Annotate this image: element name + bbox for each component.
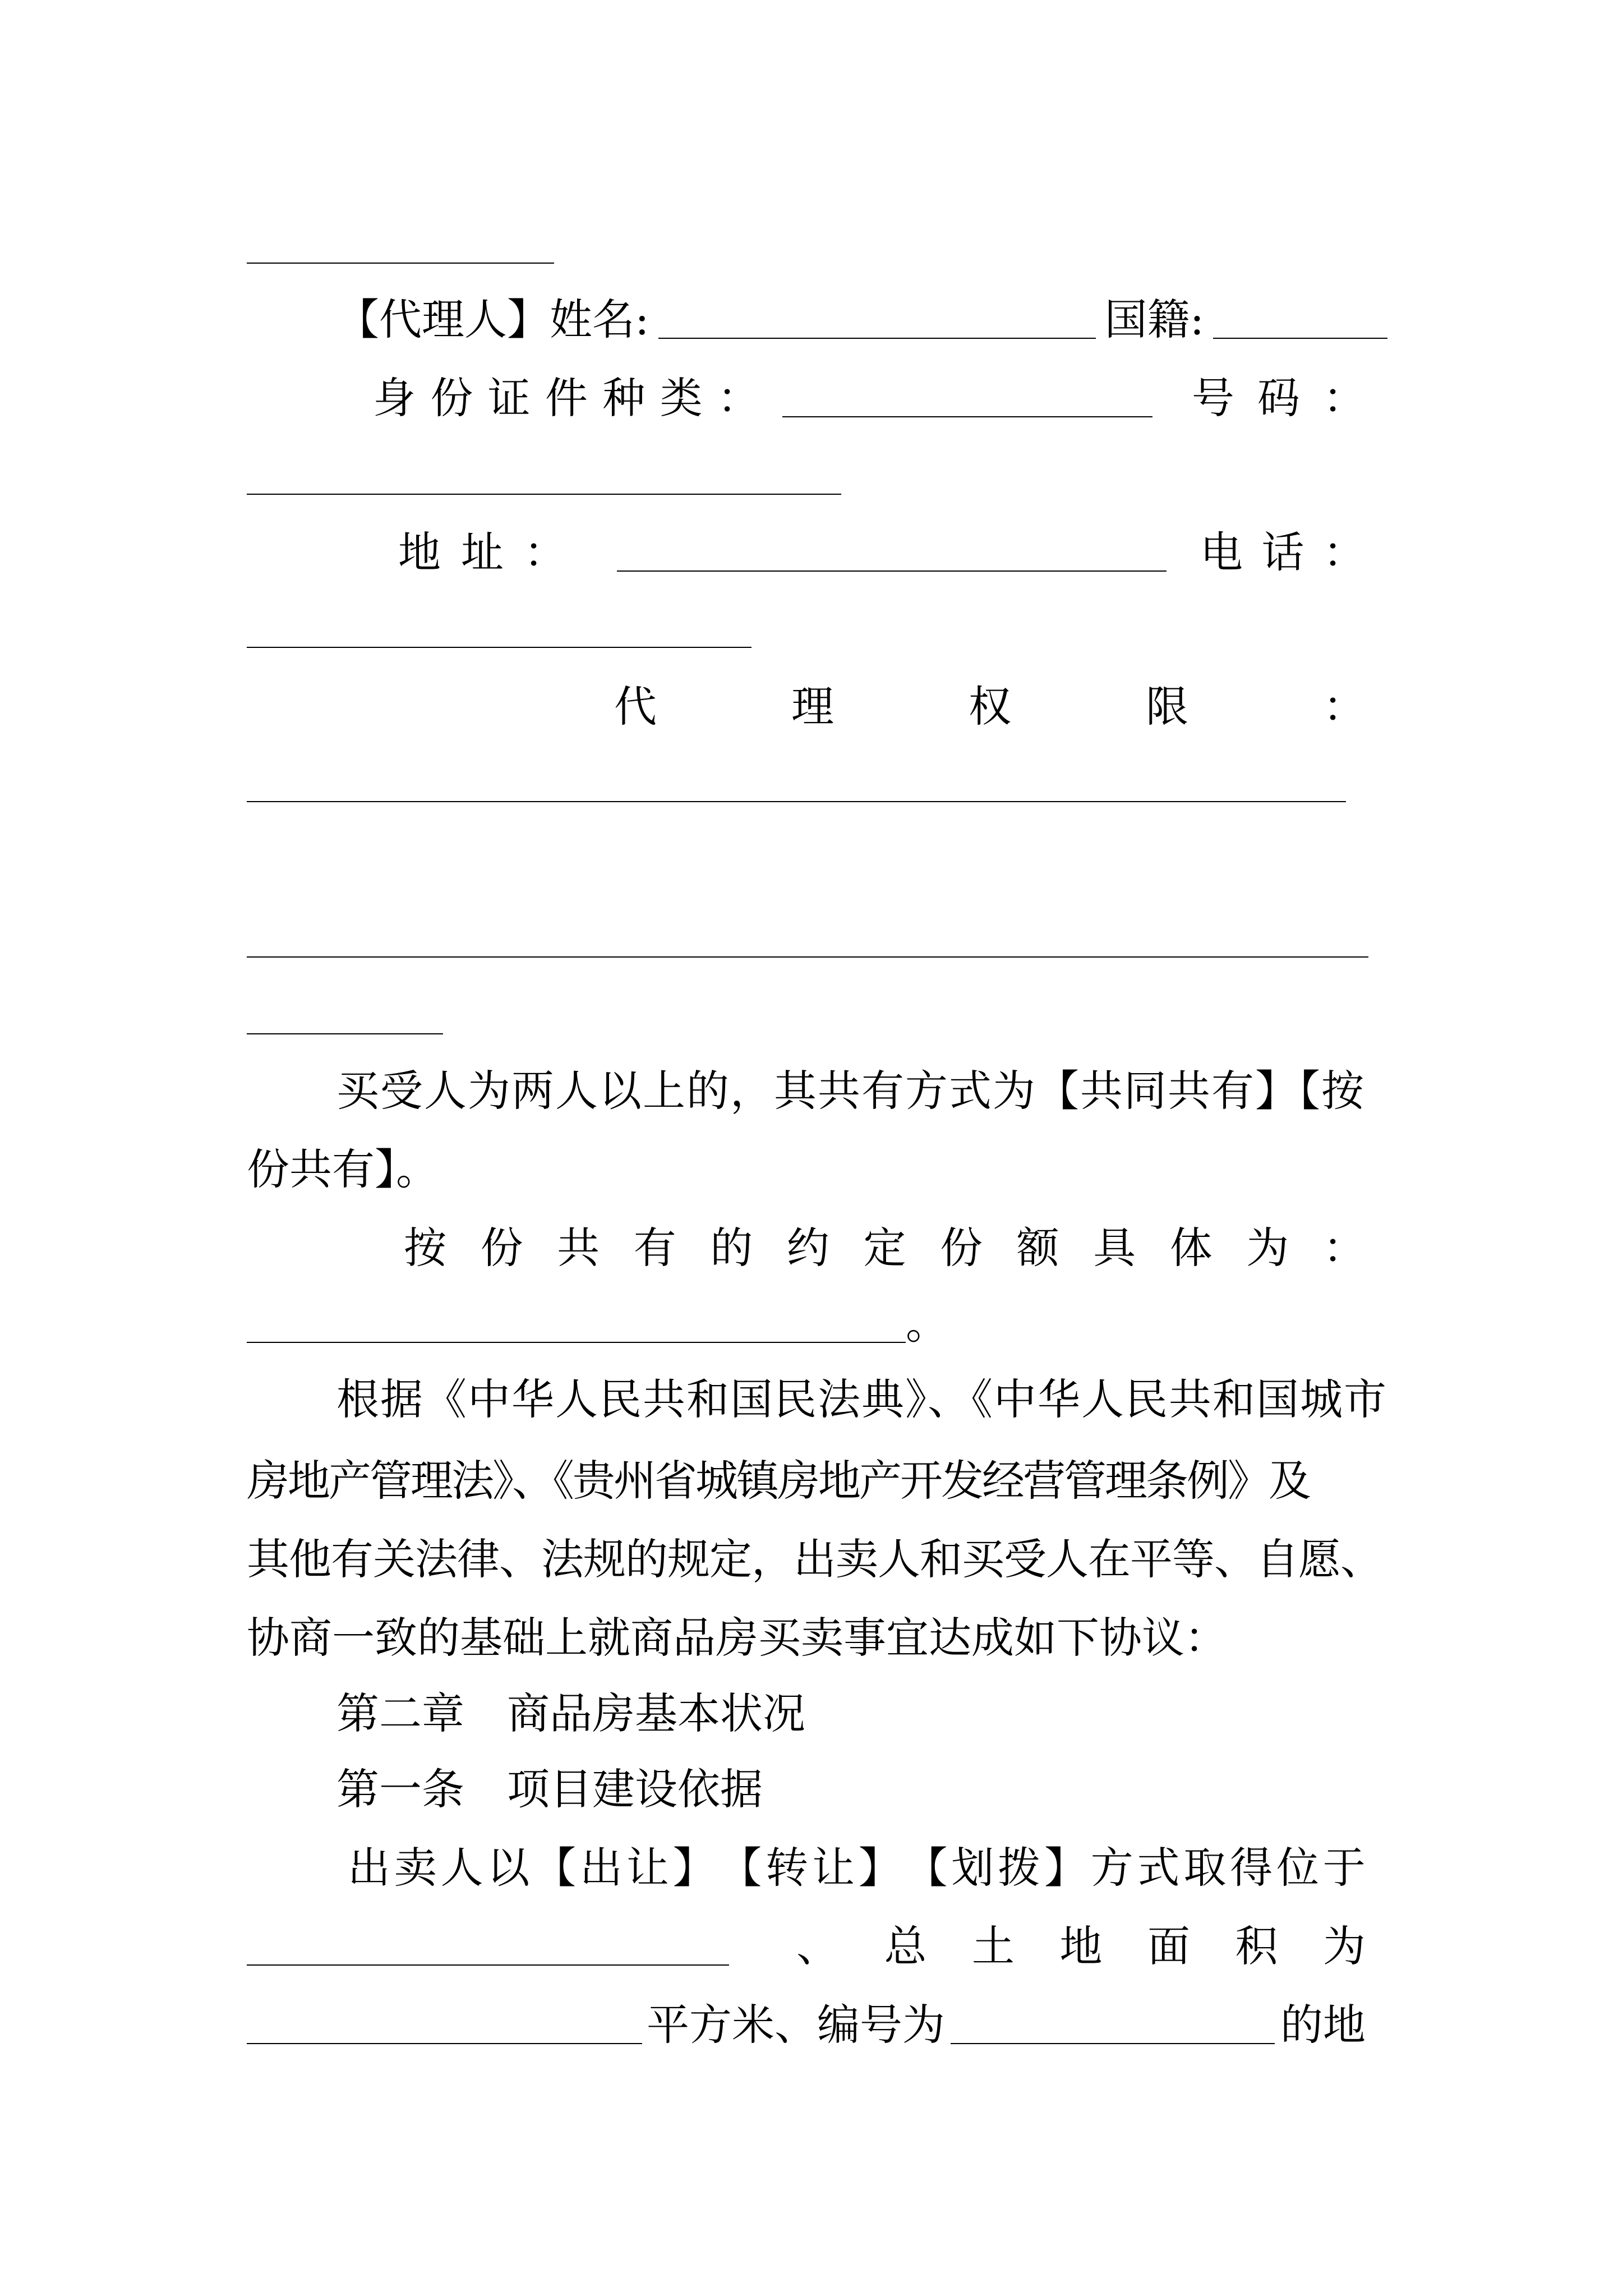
article-para-char: 【 <box>905 1843 948 1893</box>
authority-blank-1[interactable] <box>247 801 1346 802</box>
id-type-char: 种 <box>602 373 645 423</box>
share-char: 份 <box>480 1223 523 1273</box>
authority-blank-2[interactable] <box>247 956 1368 958</box>
id-type-char: 份 <box>430 373 473 423</box>
total-area-label <box>796 1913 1366 1980</box>
share-char: ： <box>1322 1223 1366 1273</box>
share-label <box>404 1214 1366 1282</box>
phone-blank[interactable] <box>247 647 751 648</box>
total-area-char: 地 <box>1059 1921 1103 1971</box>
article-para-char: 式 <box>1137 1843 1180 1893</box>
total-area-char: 土 <box>972 1921 1015 1971</box>
article-heading: 第一条 项目建设依据 <box>336 1764 763 1814</box>
article-para-char: 于 <box>1322 1843 1366 1893</box>
id-type-blank[interactable] <box>782 416 1152 417</box>
address-label <box>398 519 566 586</box>
address-char: 址 <box>461 527 504 577</box>
authority-char: 限 <box>1146 682 1188 731</box>
authority-blank-3[interactable] <box>247 1033 443 1034</box>
article-para-char: 划 <box>951 1843 994 1893</box>
id-type-char: 类 <box>660 373 703 423</box>
phone-label <box>1200 519 1366 586</box>
share-char: 具 <box>1093 1223 1136 1273</box>
location-blank[interactable] <box>247 1964 729 1966</box>
id-number-label <box>1192 365 1366 432</box>
basis-line-3: 其他有关法律、法规的规定，出卖人和买受人在平等、自愿、 <box>247 1534 1382 1584</box>
ownership-line-1: 买受人为两人以上的，其共有方式为【共同共有】【按 <box>336 1066 1365 1116</box>
agent-nationality-blank[interactable] <box>1213 338 1387 339</box>
article-para-char: 转 <box>766 1843 809 1893</box>
address-blank[interactable] <box>617 570 1166 572</box>
parcel-number-blank[interactable] <box>951 2043 1275 2044</box>
article-para-char: 】 <box>672 1843 716 1893</box>
share-char: 为 <box>1246 1223 1289 1273</box>
share-char: 约 <box>786 1223 829 1273</box>
share-char: 的 <box>710 1223 753 1273</box>
id-type-char: 件 <box>545 373 588 423</box>
id-type-char: 证 <box>487 373 531 423</box>
article-para-line-1 <box>348 1834 1366 1902</box>
parcel-end: 的地 <box>1280 2000 1366 2050</box>
id-number-char: 号 <box>1192 373 1234 423</box>
share-end: 。 <box>906 1299 948 1349</box>
share-char: 额 <box>1016 1223 1059 1273</box>
article-para-char: 让 <box>811 1843 855 1893</box>
total-area-char: 、 <box>796 1921 839 1971</box>
id-number-char: 码 <box>1257 373 1300 423</box>
id-number-char: ： <box>1323 373 1366 423</box>
article-para-char: 取 <box>1183 1843 1227 1893</box>
article-para-char: 人 <box>440 1843 483 1893</box>
agent-address-line <box>398 519 1366 586</box>
basis-line-1: 根据《中华人民共和国民法典》、《中华人民共和国城市 <box>336 1374 1387 1424</box>
address-char: 地 <box>398 527 441 577</box>
total-area-char: 为 <box>1323 1921 1366 1971</box>
authority-label <box>614 673 1366 740</box>
agent-id-line <box>373 365 1366 432</box>
address-char: ： <box>524 527 566 577</box>
agent-name-line <box>336 286 1387 353</box>
id-type-label <box>373 365 760 432</box>
top-blank[interactable] <box>247 263 554 264</box>
article-para-char: 方 <box>1090 1843 1133 1893</box>
share-char: 体 <box>1169 1223 1212 1273</box>
article-para-char: 得 <box>1230 1843 1273 1893</box>
area-unit-label: 平方米、编号为 <box>647 2000 945 2050</box>
article-para-char: 以 <box>487 1843 530 1893</box>
authority-char: ： <box>1323 682 1366 731</box>
article-para-char: 让 <box>626 1843 669 1893</box>
phone-char: ： <box>1323 527 1366 577</box>
article-para-line-2 <box>247 1913 1366 1980</box>
phone-char: 电 <box>1200 527 1243 577</box>
ownership-line-2: 份共有】。 <box>247 1144 439 1194</box>
authority-char: 权 <box>969 682 1011 731</box>
id-number-blank[interactable] <box>247 494 841 495</box>
article-para-char: 卖 <box>394 1843 437 1893</box>
chapter-heading: 第二章 商品房基本状况 <box>336 1688 805 1738</box>
share-blank[interactable] <box>247 1342 906 1343</box>
total-area-char: 积 <box>1235 1921 1278 1971</box>
authority-char: 代 <box>614 682 657 731</box>
area-blank[interactable] <box>247 2043 642 2044</box>
article-para-char: 【 <box>719 1843 762 1893</box>
basis-line-4: 协商一致的基础上就商品房买卖事宜达成如下协议： <box>247 1613 1227 1663</box>
article-para-char: 出 <box>579 1843 623 1893</box>
share-blank-line <box>247 1290 965 1358</box>
article-para-char: 】 <box>1044 1843 1087 1893</box>
id-type-char: ： <box>717 373 760 423</box>
phone-char: 话 <box>1261 527 1304 577</box>
agent-name-label: 【代理人】姓名: <box>336 295 649 344</box>
share-char: 共 <box>557 1223 600 1273</box>
agent-nationality-label: 国籍: <box>1104 295 1205 344</box>
article-para-char: 【 <box>533 1843 577 1893</box>
share-char: 按 <box>404 1223 446 1273</box>
article-para-char: 拨 <box>998 1843 1041 1893</box>
total-area-char: 总 <box>884 1921 927 1971</box>
total-area-char: 面 <box>1147 1921 1190 1971</box>
article-para-line-3 <box>247 1991 1366 2059</box>
agent-name-blank[interactable] <box>658 338 1096 339</box>
article-para-char: 】 <box>858 1843 901 1893</box>
basis-line-2: 房地产管理法》、《贵州省城镇房地产开发经营管理条例》及 <box>247 1456 1310 1506</box>
share-char: 有 <box>633 1223 676 1273</box>
share-char: 份 <box>940 1223 983 1273</box>
article-para-char: 位 <box>1276 1843 1319 1893</box>
share-char: 定 <box>863 1223 906 1273</box>
authority-char: 理 <box>791 682 834 731</box>
id-type-char: 身 <box>373 373 416 423</box>
article-para-char: 出 <box>348 1843 390 1893</box>
